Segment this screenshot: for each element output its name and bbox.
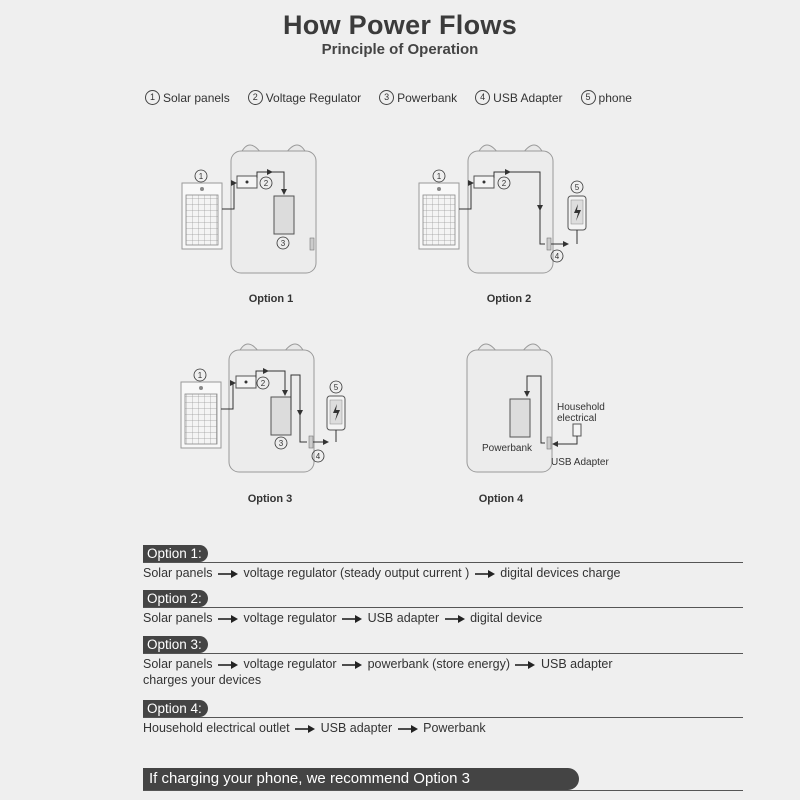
- arrow-right-icon: [398, 725, 418, 733]
- arrow-right-icon: [218, 615, 238, 623]
- option-3-flow: [143, 656, 743, 688]
- option-4-explanation: [143, 700, 743, 736]
- powerbank-icon: [510, 399, 530, 437]
- arrow-right-icon: [475, 570, 495, 578]
- flow-continuation: charges your devices: [143, 673, 262, 687]
- flow-step: Solar panels: [143, 566, 213, 580]
- divider: [143, 790, 743, 791]
- svg-text:3: 3: [278, 439, 284, 448]
- recommendation-banner: If charging your phone, we recommend Option 3: [143, 768, 579, 790]
- arrow-right-icon: [218, 661, 238, 669]
- svg-text:5: 5: [574, 183, 580, 192]
- option-3-label: Option 3: [247, 493, 293, 505]
- electrical-label: electrical: [557, 413, 597, 424]
- option-2-flow: [143, 610, 743, 626]
- option-1-label: Option 1: [248, 293, 294, 305]
- flow-step: powerbank (store energy): [367, 657, 510, 671]
- legend-number: 1: [145, 90, 160, 105]
- svg-text:1: 1: [436, 172, 442, 181]
- flow-step: Powerbank: [423, 721, 486, 735]
- solar-panel-icon: [181, 382, 221, 448]
- option-1-flow: [143, 565, 743, 581]
- option-3-title: Option 3:: [143, 636, 208, 653]
- usb-adapter-label: USB Adapter: [551, 457, 609, 468]
- flow-step: USB adapter: [320, 721, 393, 735]
- option-3-explanation: [143, 636, 743, 688]
- flow-step: Solar panels: [143, 611, 213, 625]
- usb-adapter-icon: [547, 437, 551, 449]
- flow-arrow: [221, 383, 235, 409]
- powerbank-label: Powerbank: [482, 443, 533, 454]
- flow-arrow: [222, 183, 236, 209]
- arrow-right-icon: [445, 615, 465, 623]
- electrical-outlet-icon: [573, 424, 581, 436]
- solar-panel-icon: [419, 183, 459, 249]
- option-2-diagram: [419, 145, 586, 273]
- svg-text:4: 4: [315, 452, 321, 461]
- page-subtitle: Principle of Operation: [321, 41, 479, 58]
- option-2-explanation: [143, 590, 743, 626]
- usb-adapter-icon: [547, 238, 551, 250]
- arrow-right-icon: [342, 615, 362, 623]
- flow-step: Household electrical outlet: [143, 721, 290, 735]
- option-4-flow: [143, 720, 743, 736]
- option-1-title: Option 1:: [143, 545, 208, 562]
- flow-step: USB adapter: [367, 611, 440, 625]
- divider: [143, 717, 743, 718]
- svg-text:5: 5: [333, 383, 339, 392]
- legend-label: Voltage Regulator: [265, 90, 362, 105]
- flow-step: Solar panels: [143, 657, 213, 671]
- option-3-diagram: [181, 344, 345, 472]
- powerbank-icon: [271, 397, 291, 435]
- flow-step: voltage regulator: [243, 657, 337, 671]
- phone-icon: [327, 396, 345, 430]
- legend-label: Solar panels: [163, 90, 230, 105]
- page-title: How Power Flows: [282, 10, 518, 40]
- divider: [143, 653, 743, 654]
- usb-adapter-icon: [309, 436, 313, 448]
- arrow-right-icon: [295, 725, 315, 733]
- svg-text:2: 2: [263, 179, 269, 188]
- flow-arrow: [553, 436, 577, 444]
- flow-step: USB adapter: [540, 657, 613, 671]
- powerbank-icon: [274, 196, 294, 234]
- svg-text:2: 2: [501, 179, 507, 188]
- legend-label: Powerbank: [397, 90, 458, 105]
- legend-number: 3: [379, 90, 394, 105]
- legend-number: 5: [581, 90, 596, 105]
- flow-arrow: [459, 183, 473, 209]
- flow-step: voltage regulator (steady output current ): [243, 566, 470, 580]
- option-4-diagram: [467, 344, 609, 472]
- legend-number: 4: [475, 90, 490, 105]
- option-4-title: Option 4:: [143, 700, 208, 717]
- flow-step: digital device: [470, 611, 543, 625]
- divider: [143, 562, 743, 563]
- option-4-label: Option 4: [478, 493, 524, 505]
- flow-step: voltage regulator: [243, 611, 337, 625]
- flow-step: digital devices charge: [500, 566, 621, 580]
- option-1-explanation: [143, 545, 743, 581]
- arrow-right-icon: [515, 661, 535, 669]
- option-2-title: Option 2:: [143, 590, 208, 607]
- svg-text:2: 2: [260, 379, 266, 388]
- svg-text:3: 3: [280, 239, 286, 248]
- svg-text:1: 1: [197, 371, 203, 380]
- phone-icon: [568, 196, 586, 230]
- legend-label: phone: [598, 90, 632, 105]
- arrow-right-icon: [342, 661, 362, 669]
- legend-number: 2: [248, 90, 263, 105]
- household-label: Household: [557, 402, 605, 413]
- arrow-right-icon: [218, 570, 238, 578]
- solar-panel-icon: [182, 183, 222, 249]
- legend-label: USB Adapter: [493, 90, 563, 105]
- svg-text:4: 4: [554, 252, 560, 261]
- divider: [143, 607, 743, 608]
- option-2-label: Option 2: [486, 293, 532, 305]
- option-1-diagram: [182, 145, 316, 273]
- callout-number-text: 1: [198, 172, 204, 181]
